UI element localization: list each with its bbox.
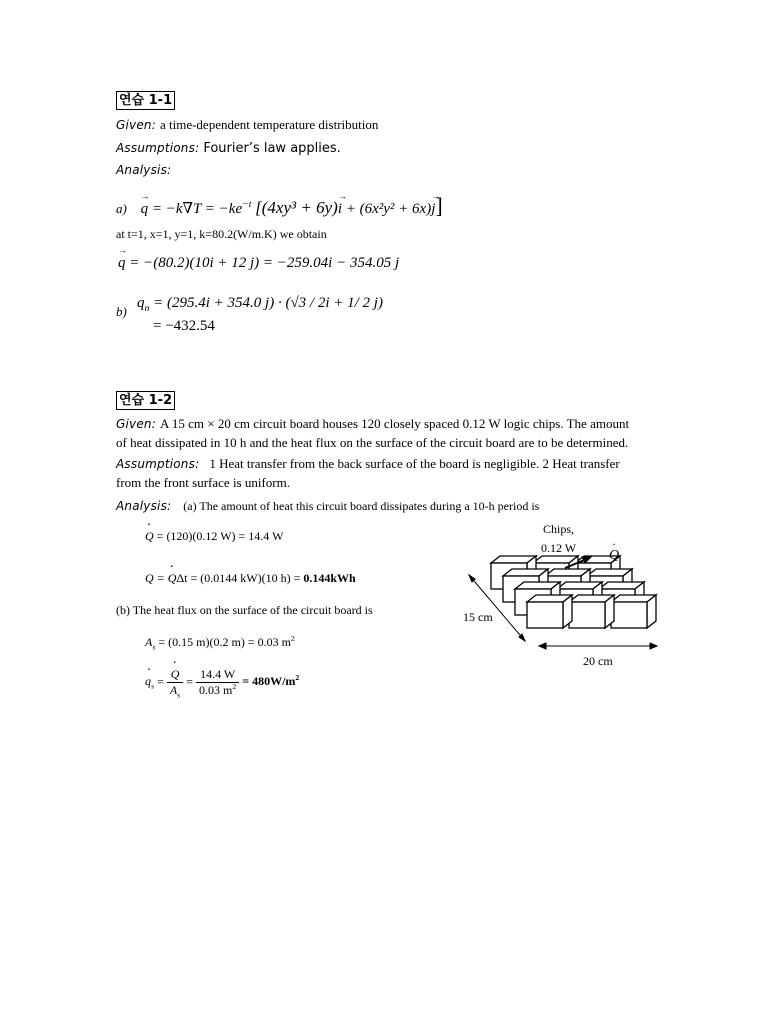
given-label: Given: <box>116 417 156 431</box>
j-vector: → j <box>431 201 435 218</box>
given-line-1 <box>116 415 629 433</box>
assumptions-line-1 <box>116 455 620 473</box>
equation-area <box>145 635 295 650</box>
eq3-rhs: = (0.15 m)(0.2 m) = 0.03 m <box>158 635 291 649</box>
fraction-2 <box>196 667 239 698</box>
given-text-2: of heat dissipated in 10 h and the heat flux on the surface of the circuit board are to be determined. <box>116 435 629 450</box>
as-symbol: A <box>145 635 153 649</box>
qs-sub: s <box>151 681 155 691</box>
equation-energy <box>145 571 356 586</box>
part-b-label: b) <box>116 304 127 319</box>
equation-a <box>116 193 443 219</box>
fraction-1 <box>167 667 183 698</box>
given-text-1: A 15 cm × 20 cm circuit board houses 120 closely spaced 0.12 W logic chips. The amount <box>159 416 630 431</box>
qs-symbol: · q <box>145 674 151 689</box>
q-vector: → q <box>118 255 126 272</box>
section-label-1-1: 연습 1-1 <box>116 91 175 110</box>
assumptions-label: Assumptions: <box>116 457 200 471</box>
equation-q <box>118 255 399 272</box>
eq-a-rhs: = −k∇T = −ke <box>151 201 243 217</box>
eq-a-exp: −t <box>242 199 252 210</box>
as-sub: s <box>152 642 156 652</box>
eq-b1-text: = (295.4i + 354.0 j) · (√3 / 2i + 1/ 2 j) <box>153 295 383 311</box>
chips-label: Chips, <box>543 522 575 536</box>
assumptions-text-1: 1 Heat transfer from the back surface of the board is negligible. 2 Heat transfer <box>209 456 620 471</box>
analysis-label: Analysis: <box>116 499 172 513</box>
frac2-den: 0.03 m <box>199 683 233 697</box>
frac1-den: A <box>169 683 178 697</box>
q-dot-mark: · <box>612 537 616 551</box>
qn-symbol: q <box>137 295 145 311</box>
assumptions-text-2: from the front surface is uniform. <box>116 475 291 490</box>
part-b-text: (b) The heat flux on the surface of the circuit board is <box>116 603 373 617</box>
section-label-1-2: 연습 1-2 <box>116 391 175 410</box>
eq-a-mid: + (6x²y² + 6x) <box>341 201 432 217</box>
dim-15cm: 15 cm <box>463 610 493 624</box>
eq-a-bracket: [(4xy³ + 6y) <box>255 198 338 217</box>
q-dot-label: Q <box>609 548 620 563</box>
chip-block <box>569 595 614 628</box>
assumptions-line <box>116 139 341 157</box>
chip-array-figure <box>455 515 675 675</box>
eq-q-rhs: = −(80.2)(10i + 12 j) = −259.04i − 354.05 j <box>129 255 400 271</box>
assumptions-label: Assumptions: <box>116 141 200 155</box>
close-bracket: ] <box>435 193 443 218</box>
frac1-den-sub: s <box>177 690 181 700</box>
eq2-mid: Δt = (0.0144 kW)(10 h) = <box>176 571 304 585</box>
frac2-den-sup: 2 <box>232 682 237 691</box>
q-dot-symbol: · Q <box>168 571 177 586</box>
analysis-a-text: (a) The amount of heat this circuit board dissipates during a 10-h period is <box>183 499 540 513</box>
given-label: Given: <box>116 118 156 132</box>
q-dot-symbol: · Q <box>145 529 154 544</box>
analysis-line <box>116 497 539 515</box>
flux-result-sup: 2 <box>295 673 300 683</box>
part-a-label: a) <box>116 201 127 216</box>
equation-flux: · $q_s$ = · $\frac{Q}{A_s}$ = $\frac{14.4 W}{0.03 m^2}$ = $480W/m^2$ <box>145 667 299 698</box>
frac1-num: · Q <box>171 667 180 682</box>
flux-result: = 480W/m <box>242 674 296 689</box>
frac2-num: 14.4 W <box>196 667 239 683</box>
equation-b2: = −432.54 <box>153 318 215 334</box>
chip-block <box>611 595 656 628</box>
chips-value: 0.12 W <box>541 541 577 555</box>
given-line <box>116 116 378 134</box>
given-text: a time-dependent temperature distribution <box>159 117 379 132</box>
eq3-sup: 2 <box>290 634 295 643</box>
chip-block <box>527 595 572 628</box>
eq2-result: 0.144kWh <box>303 571 356 585</box>
q-vector: → q <box>141 201 149 218</box>
i-vector: → i <box>338 201 342 218</box>
equation-q-dot <box>145 529 283 544</box>
conditions-text: at t=1, x=1, y=1, k=80.2(W/m.K) we obtain <box>116 227 327 241</box>
chip-blocks <box>491 556 656 628</box>
qn-sub: n <box>144 303 150 314</box>
assumptions-text: Fourier’s law applies. <box>203 141 341 156</box>
dim-20cm: 20 cm <box>583 654 613 668</box>
eq1-rhs: = (120)(0.12 W) = 14.4 W <box>156 529 284 543</box>
equation-b1 <box>137 295 383 312</box>
analysis-label: Analysis: <box>116 163 172 177</box>
eq2-lhs: Q = <box>145 571 168 585</box>
